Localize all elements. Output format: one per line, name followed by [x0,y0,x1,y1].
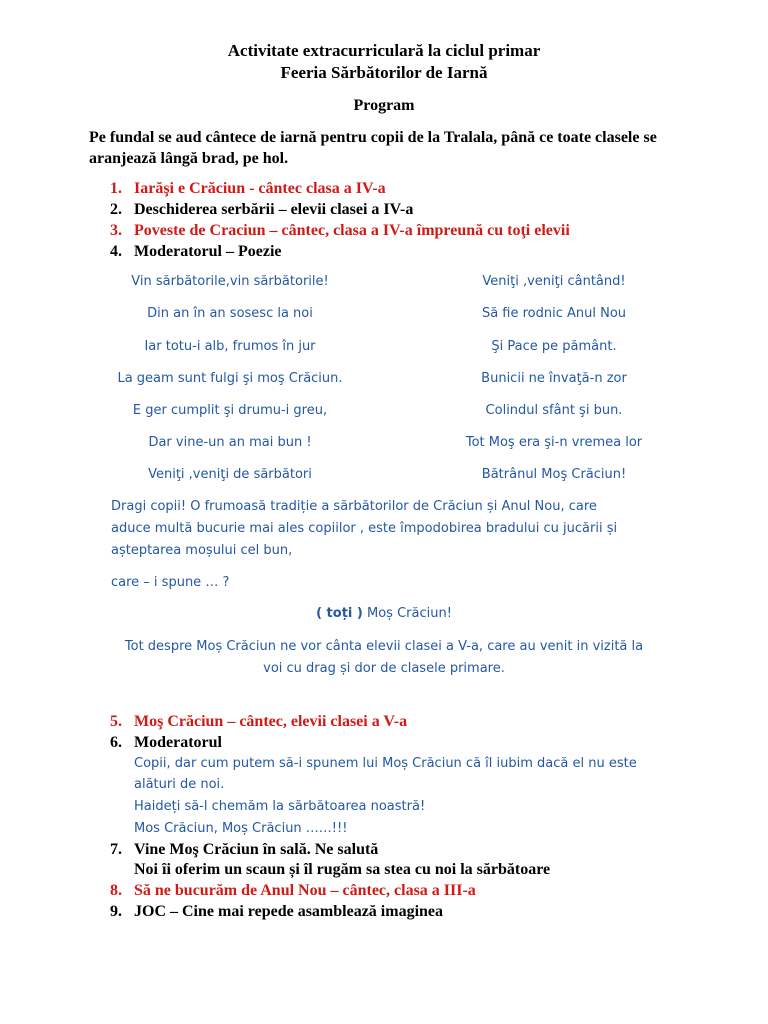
item-text: Moş Crăciun – cântec, elevii clasei a V-a [134,713,408,730]
poem-left-line: Dar vine-un an mai bun ! [148,435,312,450]
item-number: 6. [110,734,122,751]
poem-left-line: Vin sărbătorile,vin sărbătorile! [131,274,329,289]
dialogue-line: așteptarea moșului cel bun, [111,543,293,558]
poem-right-line: Să fie rodnic Anul Nou [481,306,627,321]
item-number: 4. [110,243,122,260]
intro-paragraph: Pe fundal se aud cântece de iarnă pentru copii de la Tralala, până ce toate clasele se aranjează lângă brad, pe hol. [89,129,657,167]
answer-text: Moș Crăciun! [362,606,452,621]
dialogue-line: Tot despre Moș Crăciun ne vor cânta elevii clasei a V-a, care au venit in vizită la [124,639,644,654]
item-number: 3. [110,222,122,239]
program-heading: Program [353,97,415,114]
item-text: Să ne bucurăm de Anul Nou – cântec, clasa a III-a [134,882,476,899]
poem-left-line: Din an în an sosesc la noi [147,306,313,321]
answer-line [0,605,768,622]
poem-left-line: La geam sunt fulgi şi moş Crăciun. [117,371,343,386]
document-title: Activitate extracurriculară la ciclul primar [227,41,541,60]
item-number: 8. [110,882,122,899]
poem-right-line: Colindul sfânt şi bun. [485,403,623,418]
poem-right-line: Veniţi ,veniţi cântând! [482,274,626,289]
dialogue-question: care – i spune … ? [111,575,230,590]
item-text: Deschiderea serbării – elevii clasei a IV-a [134,201,414,218]
item-text: Moderatorul – Poezie [134,243,282,260]
poem-left-line: E ger cumplit şi drumu-i greu, [132,403,328,418]
dialogue-line: Dragi copii! O frumoasă tradiție a sărbătorilor de Crăciun și Anul Nou, care [111,499,597,514]
document-subtitle: Feeria Sărbătorilor de Iarnă [280,63,488,82]
item-number: 7. [110,841,122,858]
moderator-line: Mos Crăciun, Moș Crăciun ……!!! [134,821,348,836]
item-number: 1. [110,180,122,197]
dialogue-line: aduce multă bucurie mai ales copiilor , este împodobirea bradului cu jucării și [111,521,618,536]
moderator-line: Haideți să-l chemăm la sărbătoarea noastră! [134,799,426,814]
item-text: Iarăşi e Crăciun - cântec clasa a IV-a [134,180,386,197]
poem-right-line: Şi Pace pe pământ. [491,339,617,354]
item-number: 5. [110,713,122,730]
poem-left-line: Veniţi ,veniţi de sărbători [148,467,312,482]
item-number: 9. [110,903,122,920]
item-text: Poveste de Craciun – cântec, clasa a IV-a împreună cu toţi elevii [134,222,570,239]
moderator-line: alături de noi. [134,777,225,792]
item-text: JOC – Cine mai repede asamblează imaginea [134,903,444,920]
item-7-detail: Noi îi oferim un scaun și îl rugăm sa stea cu noi la sărbătoare [134,861,551,878]
poem-right-line: Tot Moş era şi-n vremea lor [465,435,643,450]
poem-right-line: Bunicii ne învaţă-n zor [481,371,627,386]
poem-right-line: Bătrânul Moş Crăciun! [481,467,627,482]
item-text: Moderatorul [134,734,222,751]
item-number: 2. [110,201,122,218]
item-text: Vine Moş Crăciun în sală. Ne salută [134,841,379,858]
answer-all: ( toți ) [316,606,363,621]
dialogue-line: voi cu drag și dor de clasele primare. [263,661,505,676]
moderator-line: Copii, dar cum putem să-i spunem lui Moș Crăciun că îl iubim dacă el nu este [134,756,637,771]
poem-left-line: Iar totu-i alb, frumos în jur [144,339,316,354]
